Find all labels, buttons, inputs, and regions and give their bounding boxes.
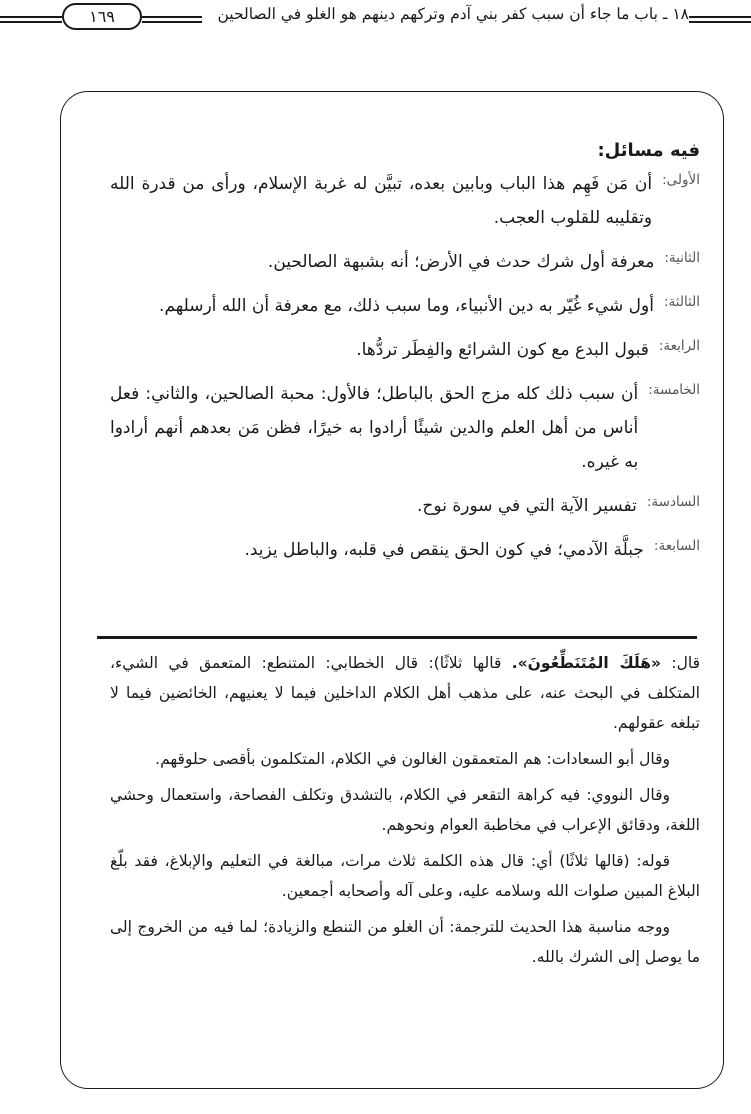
header-rule-left-2 <box>0 21 62 23</box>
header-rule-right-2 <box>689 21 751 23</box>
issue-label: السابعة: <box>653 538 700 554</box>
masail-section <box>110 100 700 577</box>
issue-label: الأولى: <box>662 172 700 188</box>
issue-text: تفسير الآية التي في سورة نوح. <box>417 496 637 516</box>
note-paragraph: وقال النووي: فيه كراهة التقعر في الكلام، بالتشدق وتكلف الفصاحة، واستعمال وحشي اللغة، ودقائق الإعراب في مخاطبة العوام ونحوهم. <box>110 786 700 834</box>
issue-text: جبلَّة الآدمي؛ في كون الحق ينقص في قلبه، والباطل يزيد. <box>244 540 644 560</box>
issue-text: أن مَن فَهِم هذا الباب وبابين بعده، تبيَّن له غربة الإسلام، ورأى من قدرة الله وتقليبه للقلوب العجب. <box>110 174 653 228</box>
issue-label: الخامسة: <box>648 382 700 398</box>
chapter-title: ١٨ ـ باب ما جاء أن سبب كفر بني آدم وتركهم دينهم هو الغلو في الصالحين <box>217 5 689 23</box>
note-paragraph: قوله: (قالها ثلاثًا) أي: قال هذه الكلمة ثلاث مرات، مبالغة في التعليم والإبلاغ، فقد بلّغ البلاغ المبين صلوات الله وسلامه عليه، وعلى آله وأصحابه أجمعين. <box>110 852 700 900</box>
issue-text: معرفة أول شرك حدث في الأرض؛ أنه بشبهة الصالحين. <box>267 252 655 272</box>
note-paragraph: وقال أبو السعادات: هم المتعمقون الغالون في الكلام، المتكلمون بأقصى حلوقهم. <box>155 750 670 768</box>
issue-label: السادسة: <box>646 494 700 510</box>
issue-label: الثانية: <box>664 250 700 266</box>
hadith-quote: «هَلَكَ المُتَنَطِّعُونَ». <box>511 654 662 672</box>
issue-item <box>110 245 700 279</box>
issue-item <box>110 489 700 523</box>
issue-item <box>110 333 700 367</box>
note-text: قالها ثلاثًا): قال الخطابي: المتنطع: المتعمق في الشيء، المتكلف في البحث عنه، على مذهب أهل الكلام الداخلين فيما لا يعنيهم، الخائضين فيما لا تبلغه عقولهم. <box>110 654 700 732</box>
issue-text: قبول البدع مع كون الشرائع والفِطَر تردُّها. <box>356 340 649 360</box>
header-rule-left <box>0 16 62 18</box>
commentary-notes <box>110 648 700 978</box>
issue-item <box>110 289 700 323</box>
issue-item <box>110 533 700 567</box>
issue-text: أن سبب ذلك كله مزج الحق بالباطل؛ فالأول: محبة الصالحين، والثاني: فعل أناس من أهل العلم والدين شيئًا أرادوا به خيرًا، فظن مَن بعدهم أنهم أرادوا به غيره. <box>110 384 639 472</box>
issue-label: الثالثة: <box>663 294 700 310</box>
issue-item <box>110 377 700 479</box>
page-header <box>0 0 751 56</box>
issue-item <box>110 167 700 235</box>
footnote-divider <box>97 636 697 639</box>
header-rule-right <box>689 16 751 18</box>
note-paragraph: ووجه مناسبة هذا الحديث للترجمة: أن الغلو من التنطع والزيادة؛ لما فيه من الخروج إلى ما يوصل إلى الشرك بالله. <box>110 918 700 966</box>
header-rule-mid-2 <box>142 21 202 23</box>
issue-label: الرابعة: <box>658 338 700 354</box>
note-paragraph <box>110 648 700 738</box>
page-number: ١٦٩ <box>62 3 142 30</box>
issue-text: أول شيء غُيّر به دين الأنبياء، وما سبب ذلك، مع معرفة أن الله أرسلهم. <box>159 296 654 316</box>
header-rule-mid <box>142 16 202 18</box>
note-prefix: قال: <box>671 654 701 672</box>
masail-heading: فيه مسائل: <box>597 140 700 161</box>
